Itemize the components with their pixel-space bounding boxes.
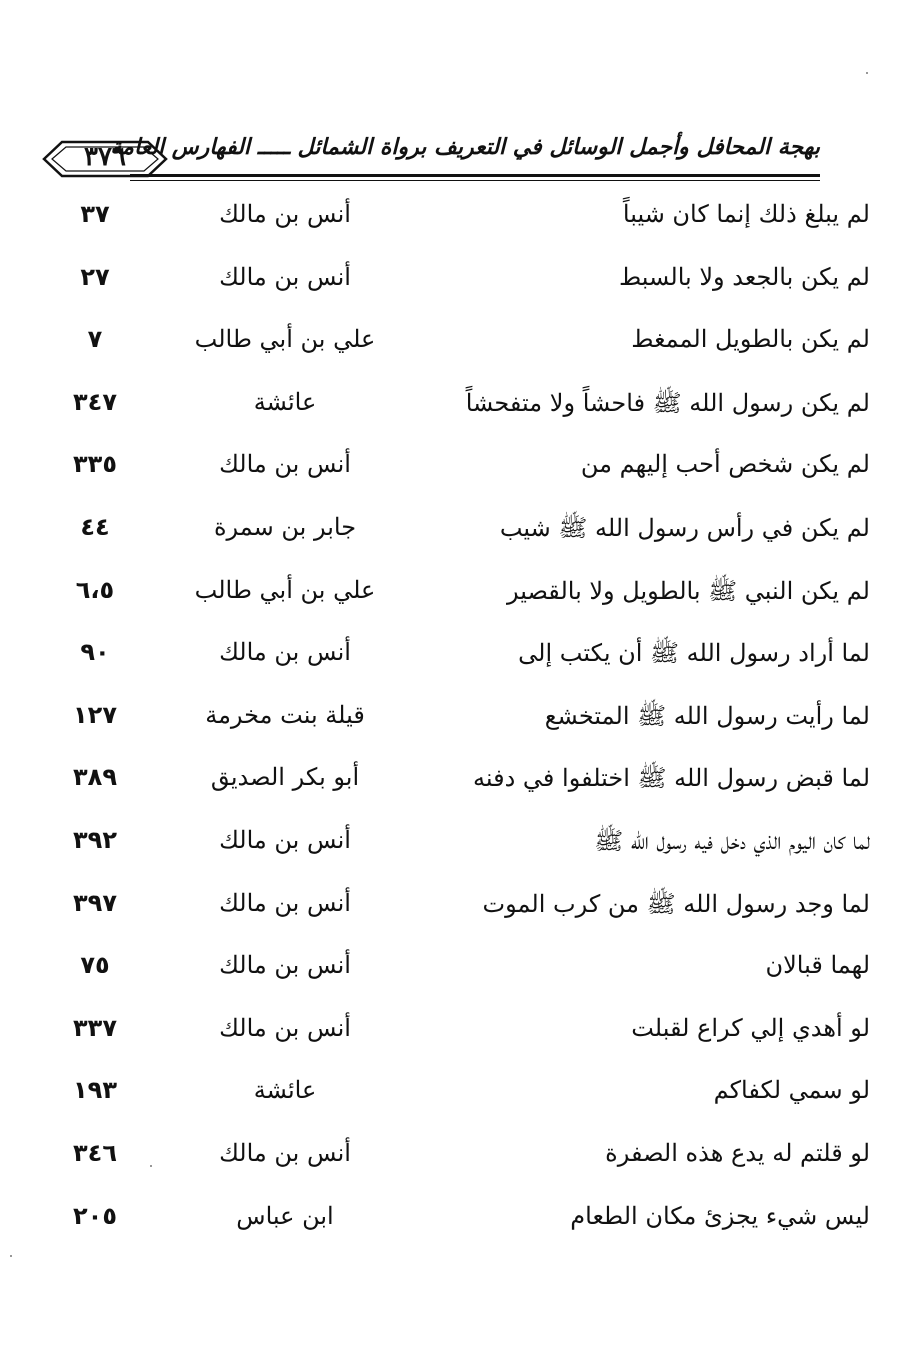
narrator: علي بن أبي طالب (194, 575, 376, 604)
index-entry (40, 877, 870, 940)
hadith-incipit: لم يكن في رأس رسول الله ﷺ شيب (499, 513, 870, 542)
page-reference: ١٢٧ (73, 700, 117, 729)
hadith-incipit: ليس شيء يجزئ مكان الطعام (570, 1201, 870, 1230)
narrator: أبو بكر الصديق (210, 763, 360, 792)
index-entry (40, 1002, 870, 1065)
hadith-incipit: لما قبض رسول الله ﷺ اختلفوا في دفنه (473, 764, 870, 793)
page-reference: ٣٣٧ (73, 1013, 117, 1042)
scan-speck (150, 1165, 152, 1167)
narrator: أنس بن مالك (219, 638, 351, 667)
narrator: أنس بن مالك (219, 951, 351, 980)
page-reference: ٣٨٩ (73, 763, 117, 792)
index-entry (40, 751, 870, 814)
hadith-incipit: لما أراد رسول الله ﷺ أن يكتب إلى (518, 639, 870, 668)
page-reference: ٣٧ (80, 200, 110, 228)
hadith-incipit: لما رأيت رسول الله ﷺ المتخشع (544, 701, 870, 730)
page-reference: ٣٤٦ (73, 1138, 117, 1167)
index-entry (40, 251, 870, 314)
hadith-incipit: لم يبلغ ذلك إنما كان شيباً (622, 200, 870, 228)
page-reference: ٧ (87, 325, 103, 354)
header-rule-thin (130, 180, 820, 181)
index-entries (40, 188, 870, 1252)
page-reference: ٦،٥ (75, 575, 115, 604)
page-number-badge (40, 136, 170, 182)
index-entry (40, 689, 870, 752)
narrator: عائشة (253, 1076, 317, 1105)
hadith-incipit: لم يكن النبي ﷺ بالطويل ولا بالقصير (507, 576, 870, 605)
narrator: أنس بن مالك (219, 1138, 351, 1167)
hadith-incipit: لما وجد رسول الله ﷺ من كرب الموت (482, 889, 870, 918)
page-reference: ٢٠٥ (73, 1201, 117, 1230)
index-entry (40, 1064, 870, 1127)
hadith-incipit: لم يكن بالجعد ولا بالسبط (619, 262, 870, 291)
narrator: أنس بن مالك (219, 888, 351, 917)
index-entry (40, 188, 870, 251)
narrator: عائشة (253, 387, 317, 416)
hadith-incipit: لو قلتم له يدع هذه الصفرة (605, 1138, 870, 1167)
index-entry (40, 313, 870, 376)
index-entry (40, 1127, 870, 1190)
page-number: ٣٧٦ (84, 142, 126, 172)
index-entry (40, 814, 870, 877)
index-entry (40, 1190, 870, 1253)
narrator: أنس بن مالك (219, 262, 351, 291)
index-entry (40, 939, 870, 1002)
page-reference: ٤٤ (80, 512, 110, 541)
page-reference: ٩٠ (80, 638, 110, 667)
narrator: أنس بن مالك (219, 200, 351, 228)
running-header (40, 128, 820, 188)
scan-speck (866, 72, 868, 74)
hadith-incipit: لم يكن رسول الله ﷺ فاحشاً ولا متفحشاً (465, 388, 870, 417)
narrator: أنس بن مالك (219, 1013, 351, 1042)
hadith-incipit: لو أهدي إلي كراع لقبلت (631, 1013, 870, 1042)
index-entry (40, 438, 870, 501)
index-entry (40, 376, 870, 439)
narrator: جابر بن سمرة (213, 512, 357, 541)
index-entry (40, 501, 870, 564)
running-header-title: بهجة المحافل وأجمل الوسائل في التعريف برواة الشمائل ـــــ الفهارس العامة (110, 134, 820, 160)
narrator: قيلة بنت مخرمة (205, 700, 365, 729)
hadith-incipit: لما كان اليوم الذي دخل فيه رسول الله ﷺ (594, 826, 870, 855)
header-rule (130, 174, 820, 177)
scan-speck (10, 1255, 12, 1257)
page-reference: ٣٤٧ (73, 387, 117, 416)
narrator: ابن عباس (236, 1201, 334, 1230)
index-entry (40, 626, 870, 689)
narrator: أنس بن مالك (219, 450, 351, 479)
index-entry (40, 564, 870, 627)
hadith-incipit: لم يكن شخص أحب إليهم من (580, 450, 870, 479)
page-reference: ٣٣٥ (73, 450, 117, 479)
narrator: علي بن أبي طالب (194, 325, 376, 354)
page-reference: ٣٩٢ (73, 825, 117, 854)
page-reference: ١٩٣ (73, 1076, 117, 1105)
hadith-incipit: لم يكن بالطويل الممغط (631, 325, 870, 354)
hadith-incipit: لهما قبالان (765, 951, 870, 980)
page-reference: ٢٧ (80, 262, 110, 291)
page-reference: ٧٥ (80, 951, 110, 980)
page-reference: ٣٩٧ (73, 888, 117, 917)
narrator: أنس بن مالك (219, 825, 351, 854)
hadith-incipit: لو سمي لكفاكم (713, 1076, 870, 1105)
